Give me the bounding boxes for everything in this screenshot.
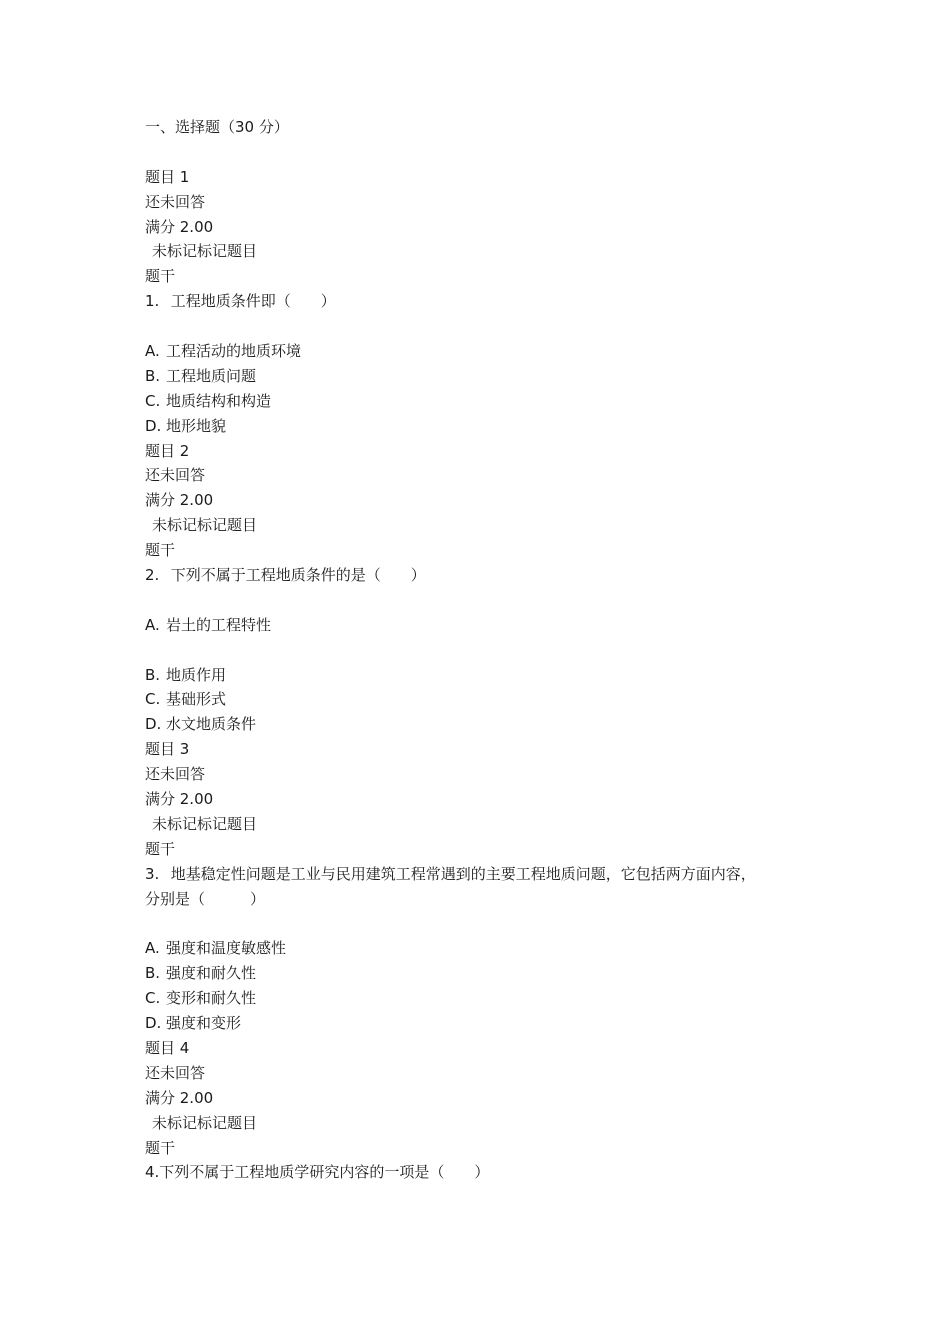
question-header: 题目 2 <box>145 441 190 460</box>
option-text: 地形地貌 <box>166 416 227 435</box>
option-letter: A. <box>145 615 160 634</box>
question-number: 2. <box>145 566 160 585</box>
answer-status: 还未回答 <box>145 765 206 784</box>
question-text: 地基稳定性问题是工业与民用建筑工程常遇到的主要工程地质问题，它包括两方面内容， <box>170 864 756 883</box>
option-letter: A. <box>145 342 160 361</box>
option-a[interactable] <box>145 339 825 364</box>
question-stem: 4.下列不属于工程地质学研究内容的一项是（ ） <box>145 1163 490 1182</box>
question-number: 1. <box>145 292 160 311</box>
option-letter: C. <box>145 989 161 1008</box>
option-text: 岩土的工程特性 <box>166 615 272 634</box>
option-c[interactable] <box>145 389 825 414</box>
question-header: 题目 4 <box>145 1038 190 1057</box>
option-d[interactable] <box>145 1011 825 1036</box>
answer-status: 还未回答 <box>145 1063 206 1082</box>
question-block <box>145 165 825 439</box>
option-letter: D. <box>145 715 162 734</box>
question-text: 工程地质条件即（ ） <box>170 292 336 311</box>
blank-line <box>145 912 825 937</box>
question-stem-continued: 分别是（ ） <box>145 889 266 908</box>
question-header: 题目 3 <box>145 740 190 759</box>
flag-question-link[interactable]: 未标记标记题目 <box>152 516 258 535</box>
option-text: 工程地质问题 <box>166 366 257 385</box>
option-b[interactable] <box>145 663 825 688</box>
question-block <box>145 439 825 738</box>
option-letter: C. <box>145 690 161 709</box>
blank-line <box>145 588 825 613</box>
option-letter: C. <box>145 391 161 410</box>
answer-status: 还未回答 <box>145 466 206 485</box>
option-c[interactable] <box>145 986 825 1011</box>
option-text: 强度和耐久性 <box>166 964 257 983</box>
option-text: 强度和温度敏感性 <box>166 939 287 958</box>
option-d[interactable] <box>145 712 825 737</box>
stem-label: 题干 <box>145 267 176 286</box>
answer-status: 还未回答 <box>145 192 206 211</box>
option-a[interactable] <box>145 936 825 961</box>
option-text: 地质作用 <box>166 665 227 684</box>
question-stem <box>145 862 825 887</box>
option-b[interactable] <box>145 961 825 986</box>
document-page <box>145 115 825 1185</box>
question-header: 题目 1 <box>145 167 190 186</box>
option-letter: B. <box>145 964 161 983</box>
option-b[interactable] <box>145 364 825 389</box>
option-text: 强度和变形 <box>166 1014 242 1033</box>
question-score: 满分 2.00 <box>145 217 214 236</box>
question-text: 下列不属于工程地质条件的是（ ） <box>170 566 426 585</box>
blank-line <box>145 140 825 165</box>
option-letter: A. <box>145 939 160 958</box>
question-score: 满分 2.00 <box>145 790 214 809</box>
flag-question-link[interactable]: 未标记标记题目 <box>152 1113 258 1132</box>
question-score: 满分 2.00 <box>145 491 214 510</box>
option-a[interactable] <box>145 613 825 638</box>
blank-line <box>145 638 825 663</box>
blank-line <box>145 314 825 339</box>
question-block <box>145 1036 825 1185</box>
option-text: 工程活动的地质环境 <box>166 342 302 361</box>
option-text: 地质结构和构造 <box>166 391 272 410</box>
flag-question-link[interactable]: 未标记标记题目 <box>152 242 258 261</box>
section-title: 一、选择题（30 分） <box>145 118 289 136</box>
stem-label: 题干 <box>145 839 176 858</box>
option-text: 变形和耐久性 <box>166 989 257 1008</box>
option-text: 水文地质条件 <box>166 715 257 734</box>
question-stem <box>145 563 825 588</box>
option-letter: B. <box>145 366 161 385</box>
question-score: 满分 2.00 <box>145 1088 214 1107</box>
question-number: 3. <box>145 864 160 883</box>
stem-label: 题干 <box>145 541 176 560</box>
option-c[interactable] <box>145 687 825 712</box>
option-letter: B. <box>145 665 161 684</box>
option-letter: D. <box>145 1014 162 1033</box>
option-d[interactable] <box>145 414 825 439</box>
question-block <box>145 737 825 1036</box>
question-stem <box>145 289 825 314</box>
option-text: 基础形式 <box>166 690 227 709</box>
option-letter: D. <box>145 416 162 435</box>
stem-label: 题干 <box>145 1138 176 1157</box>
flag-question-link[interactable]: 未标记标记题目 <box>152 814 258 833</box>
